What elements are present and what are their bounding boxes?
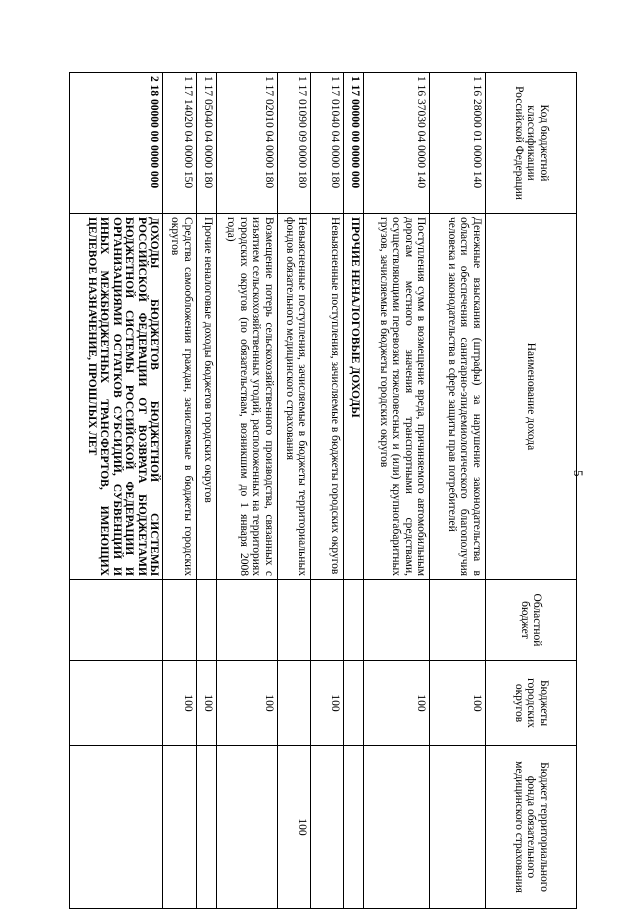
cell-city <box>277 661 310 746</box>
cell-city: 100 <box>196 661 216 746</box>
revenue-table <box>69 72 577 909</box>
header-name: Наименование дохода <box>486 214 577 580</box>
cell-name: Поступления сумм в возмещение вреда, причиняемого автомобильным дорогам местного значения транспортными средствами, осуществляющими перевозки тяжеловесных и (или) крупногабаритных грузов, зачисляемые в бюджеты городских округов <box>363 214 430 580</box>
cell-regional <box>70 580 163 661</box>
cell-code: 1 17 01040 04 0000 180 <box>311 73 344 214</box>
table-row <box>311 73 344 909</box>
header-fund: Бюджет территориального фонда обязательного медицинского страхования <box>486 746 577 909</box>
cell-regional <box>363 580 430 661</box>
header-regional: Областной бюджет <box>486 580 577 661</box>
cell-fund <box>163 746 196 909</box>
cell-code: 1 17 02010 04 0000 180 <box>216 73 277 214</box>
cell-regional <box>430 580 486 661</box>
table-row <box>430 73 486 909</box>
table-row <box>277 73 310 909</box>
table-row <box>163 73 196 909</box>
cell-city <box>344 661 363 746</box>
cell-code: 1 17 14020 04 0000 150 <box>163 73 196 214</box>
cell-city: 100 <box>311 661 344 746</box>
cell-city: 100 <box>216 661 277 746</box>
header-city: Бюджеты городских округов <box>486 661 577 746</box>
cell-fund <box>363 746 430 909</box>
cell-regional <box>277 580 310 661</box>
table-row <box>216 73 277 909</box>
cell-code: 1 17 00000 00 0000 000 <box>344 73 363 214</box>
cell-fund: 100 <box>277 746 310 909</box>
cell-city: 100 <box>430 661 486 746</box>
table-row <box>363 73 430 909</box>
table-header-row <box>486 73 577 909</box>
cell-name: Невыясненные поступления, зачисляемые в бюджеты городских округов <box>311 214 344 580</box>
cell-fund <box>430 746 486 909</box>
page-number: 5 <box>571 470 586 477</box>
cell-regional <box>163 580 196 661</box>
cell-name: Возмещение потерь сельскохозяйственного производства, связанных с изъятием сельскохозяйственных угодий, расположенных на территориях городских округов (по обязательствам, возникшим до 1 января 2008 года) <box>216 214 277 580</box>
cell-regional <box>196 580 216 661</box>
cell-code: 1 16 28000 01 0000 140 <box>430 73 486 214</box>
cell-code: 1 17 05040 04 0000 180 <box>196 73 216 214</box>
cell-fund <box>216 746 277 909</box>
cell-code: 2 18 00000 00 0000 000 <box>70 73 163 214</box>
table-row <box>70 73 163 909</box>
rotated-sheet <box>69 72 577 908</box>
table-row <box>344 73 363 909</box>
cell-city: 100 <box>163 661 196 746</box>
cell-fund <box>70 746 163 909</box>
cell-regional <box>311 580 344 661</box>
cell-name: Средства самообложения граждан, зачисляемые в бюджеты городских округов <box>163 214 196 580</box>
cell-name: ПРОЧИЕ НЕНАЛОГОВЫЕ ДОХОДЫ <box>344 214 363 580</box>
header-code: Код бюджетной классификации Российской Федерации <box>486 73 577 214</box>
cell-city <box>70 661 163 746</box>
table-row <box>196 73 216 909</box>
cell-fund <box>196 746 216 909</box>
cell-regional <box>216 580 277 661</box>
cell-fund <box>344 746 363 909</box>
cell-fund <box>311 746 344 909</box>
cell-name: ДОХОДЫ БЮДЖЕТОВ БЮДЖЕТНОЙ СИСТЕМЫ РОССИЙСКОЙ ФЕДЕРАЦИИ ОТ ВОЗВРАТА БЮДЖЕТАМИ БЮДЖЕТНОЙ СИСТЕМЫ РОССИЙСКОЙ ФЕДЕРАЦИИ И ОРГАНИЗАЦИЯМИ ОСТАТКОВ СУБСИДИЙ, СУБВЕНЦИЙ И ИНЫХ МЕЖБЮДЖЕТНЫХ ТРАНСФЕРТОВ, ИМЕЮЩИХ ЦЕЛЕВОЕ НАЗНАЧЕНИЕ, ПРОШЛЫХ ЛЕТ <box>70 214 163 580</box>
cell-code: 1 17 01090 09 0000 180 <box>277 73 310 214</box>
cell-name: Невыясненные поступления, зачисляемые в бюджеты территориальных фондов обязательного медицинского страхования <box>277 214 310 580</box>
cell-name: Денежные взыскания (штрафы) за нарушение законодательства в области обеспечения санитарно-эпидемиологического благополучия человека и законодательства в сфере защиты прав потребителей <box>430 214 486 580</box>
cell-regional <box>344 580 363 661</box>
cell-city: 100 <box>363 661 430 746</box>
cell-code: 1 16 37030 04 0000 140 <box>363 73 430 214</box>
cell-name: Прочие неналоговые доходы бюджетов городских округов <box>196 214 216 580</box>
